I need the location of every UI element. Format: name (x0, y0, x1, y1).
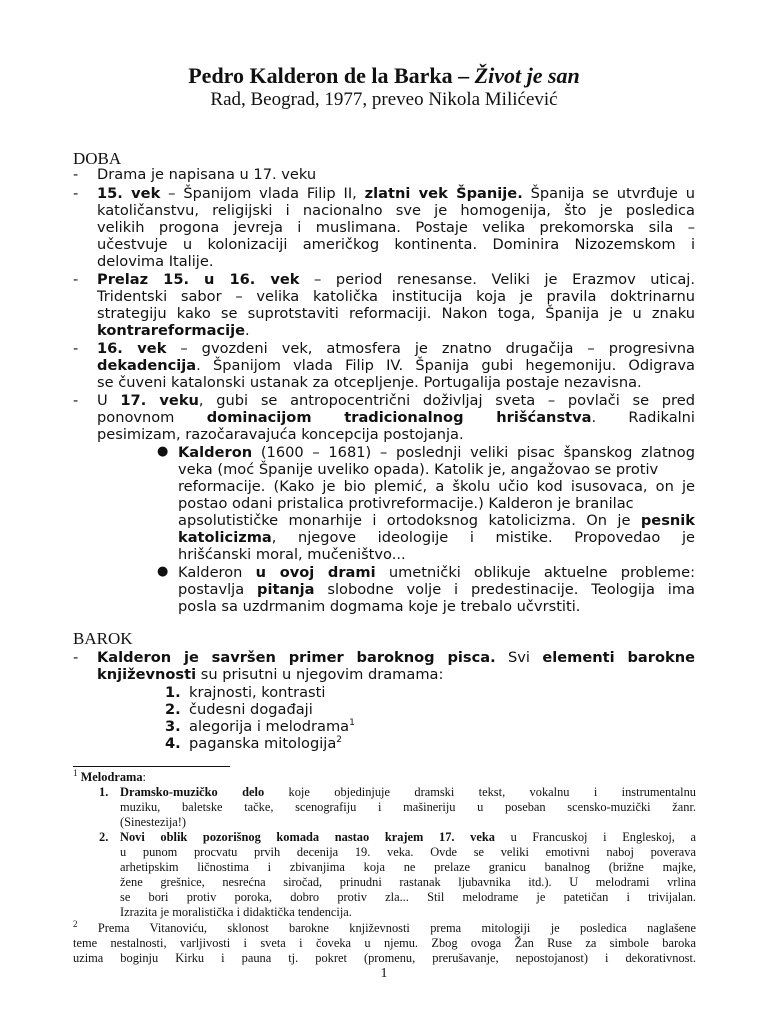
doba-line: reformacije. (Kako je bio plemić, a školu učio kod isusovaca, on je (178, 478, 695, 495)
footnote-line: Izrazita je moralistička i didaktička tendencija. (120, 905, 352, 919)
doba-line: 16. vek – gvozdeni vek, atmosfera je znatno drugačija – progresivna (97, 340, 695, 357)
section-heading-doba: DOBA (73, 149, 122, 168)
doba-line: Prelaz 15. u 16. vek – period renesanse. Veliki je Erazmov uticaj. (97, 271, 695, 288)
footnote-line: (Sinestezija!) (120, 815, 187, 829)
doba-line: posla sa uzdrmanim dogmama koje je trebalo učvrstiti. (178, 598, 581, 615)
bullet-marker: ● (157, 564, 169, 579)
footnote-line: Novi oblik pozorišnog komada nastao krajem 17. veka u Francuskoj i Engleskoj, a (120, 830, 697, 844)
footnote-2-line: $^2$ Prema Vitanoviću, sklonost barokne književnosti prema mitologiji je posledica naglašene (73, 918, 696, 935)
doba-line: kontrareformacije. (97, 322, 250, 339)
list-number: 1. (165, 684, 181, 701)
list-item: čudesni događaji (189, 701, 313, 718)
doba-line: Drama je napisana u 17. veku (97, 166, 317, 183)
footnote-line: Dramsko-muzičko delo koje objedinjuje dramski tekst, vokalnu i instrumentalnu (120, 785, 696, 799)
dash-marker: - (73, 340, 79, 357)
doba-line: strategiju kako se suprotstaviti reformaciji. Nakon toga, Španija je u znaku (97, 305, 695, 322)
footnote-ref-1[interactable]: 1 (349, 718, 355, 729)
doba-line: hrišćanski moral, mučeništvo... (178, 546, 406, 563)
doba-line: dekadencija. Španijom vlada Filip IV. Španija gubi hegemoniju. Odigrava (97, 357, 695, 374)
barok-line: književnosti su prisutni u njegovim dramama: (97, 666, 444, 683)
doba-line: U 17. veku, gubi se antropocentrični doživljaj sveta – povlači se pred (97, 392, 695, 409)
dash-marker: - (73, 392, 79, 409)
doba-line: katolicizma, njegove ideologije i mistike. Propovedao je (178, 529, 695, 546)
doba-line: velikih progona jevreja i muslimana. Postaje velika prekomorska sila – (97, 219, 695, 236)
footnote-separator (73, 766, 230, 767)
footnote-line: muziku, baletske tačke, scenografiju i mašineriju u poseban scensko-muzički žanr. (120, 800, 696, 814)
dash-marker: - (73, 649, 79, 666)
list-number: 2. (165, 701, 181, 718)
footnote-line: arhetipskim ličnostima i zbivanjima koja ne prelaze granicu banalnog (brižne majke, (120, 860, 696, 874)
dash-marker: - (73, 166, 79, 183)
doba-line: Tridentski sabor – velika katolička institucija koja je pravila doktrinarnu (97, 288, 695, 305)
document-title (0, 63, 768, 89)
footnote-line: u punom procvatu prvih decenija 19. veka. Ovde se veliki emotivni naboj poverava (120, 845, 696, 859)
footnote-item-number: 2. (99, 830, 109, 844)
footnote-ref-2[interactable]: 2 (336, 735, 342, 746)
title-author: Pedro Kalderon de la Barka – (188, 63, 475, 88)
doba-line: učestvuje u kolonizaciji američkog kontinenta. Dominira Nizozemskom i (97, 236, 695, 253)
footnote-1-heading: $^1$ Melodrama: (73, 767, 146, 784)
list-item: krajnosti, kontrasti (189, 684, 326, 701)
list-number: 3. (165, 718, 181, 735)
footnote-line: se bori protiv poroka, dobro protiv zla... Stil melodrame je patetičan i trivijalan. (120, 890, 696, 904)
list-item: paganska mitologija$^2$ (189, 735, 342, 752)
title-work: Život je san (474, 63, 580, 88)
doba-line: veka (moć Španije uveliko opada). Katolik je, angažovao se protiv (178, 461, 659, 478)
document-subtitle: Rad, Beograd, 1977, preveo Nikola Milićević (210, 89, 558, 110)
barok-line: Kalderon je savršen primer baroknog pisca. Svi elementi barokne (97, 649, 695, 666)
doba-line: pesimizam, razočaravajuća koncepcija postojanja. (97, 426, 464, 443)
bullet-marker: ● (157, 444, 169, 459)
doba-line: ponovnom dominacijom tradicionalnog hrišćanstva. Radikalni (97, 409, 695, 426)
list-item: alegorija i melodrama$^1$ (189, 718, 355, 735)
doba-line: apsolutističke monarhije i ortodoksnog katolicizma. On je pesnik (178, 512, 695, 529)
doba-line: Kalderon (1600 – 1681) – poslednji veliki pisac španskog zlatnog (178, 444, 695, 461)
footnote-2-line: teme nestalnosti, varljivosti i sveta i čoveka u njemu. Zbog ovoga Žan Ruse za simbole baroka (73, 936, 696, 950)
doba-line: katoličanstvu, religijski i nacionalno sve je homogenija, što je posledica (97, 202, 695, 219)
dash-marker: - (73, 185, 79, 202)
page-number: 1 (380, 966, 388, 981)
footnote-line: žene grešnice, nesrećna siročad, prinudni rastanak ljubavnika itd.). U melodrami vrlina (120, 875, 696, 889)
doba-line: se čuveni katalonski ustanak za otcepljenje. Portugalija postaje nezavisna. (97, 374, 642, 391)
doba-line: postao odani pristalica protivreformacije.) Kalderon je branilac (178, 495, 634, 512)
footnote-item-number: 1. (99, 785, 109, 799)
list-number: 4. (165, 735, 181, 752)
doba-line: Kalderon u ovoj drami umetnički oblikuje aktuelne probleme: (178, 564, 695, 581)
dash-marker: - (73, 271, 79, 288)
footnote-2-line: uzima boginju Kirku i pauna tj. pokret (promenu, prerušavanje, nepostojanost) i dekorativnost. (73, 951, 696, 965)
section-heading-barok: BAROK (73, 629, 133, 648)
doba-line: postavlja pitanja slobodne volje i predestinacije. Teologija ima (178, 581, 695, 598)
doba-line: 15. vek – Španijom vlada Filip II, zlatni vek Španije. Španija se utvrđuje u (97, 185, 695, 202)
doba-line: delovima Italije. (97, 253, 214, 270)
